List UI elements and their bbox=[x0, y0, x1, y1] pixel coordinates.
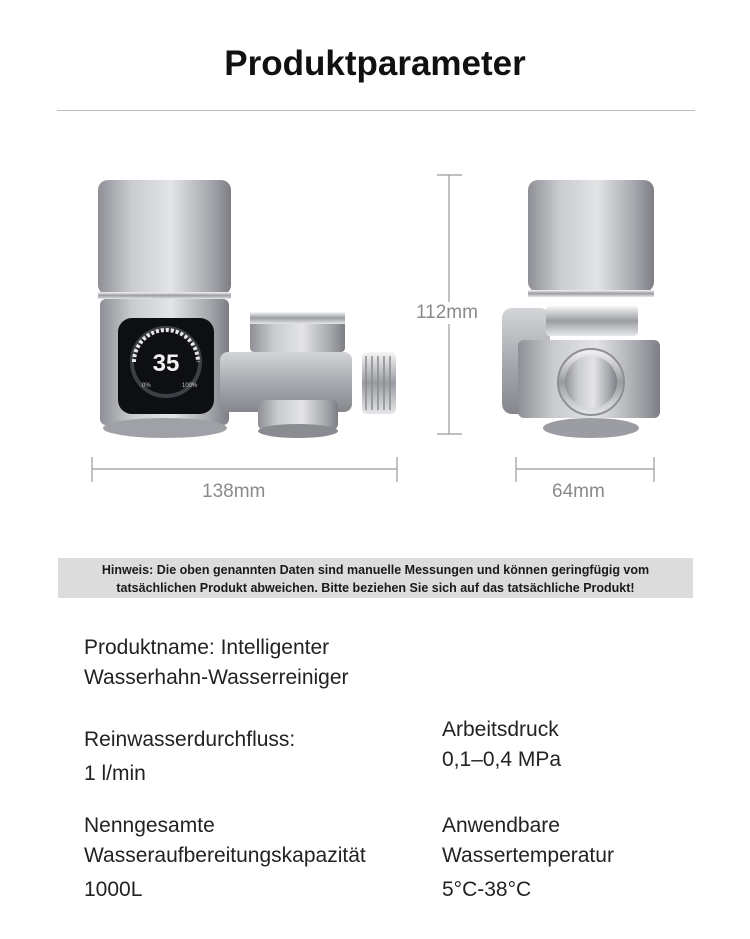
spec-pressure-label: Arbeitsdruck bbox=[442, 718, 559, 741]
spec-capacity-label-2: Wasseraufbereitungskapazität bbox=[84, 844, 366, 867]
spec-flow-label: Reinwasserdurchfluss: bbox=[84, 728, 296, 751]
spec-capacity bbox=[84, 811, 366, 905]
spec-flow-value: 1 l/min bbox=[84, 762, 146, 785]
spec-product-name-line2: Wasserhahn-Wasserreiniger bbox=[84, 666, 349, 689]
spec-temperature bbox=[442, 811, 614, 905]
title-divider bbox=[57, 110, 695, 111]
spec-flow bbox=[84, 723, 295, 791]
spec-temperature-label-1: Anwendbare bbox=[442, 814, 560, 837]
spec-pressure bbox=[442, 715, 561, 775]
display-scale-max: 100% bbox=[182, 383, 198, 389]
page-title: Produktparameter bbox=[224, 44, 526, 83]
disclaimer-note bbox=[58, 558, 693, 598]
product-illustration bbox=[0, 160, 750, 520]
spec-temperature-label-2: Wassertemperatur bbox=[442, 844, 614, 867]
spec-capacity-label-1: Nenngesamte bbox=[84, 814, 215, 837]
front-width-dimension: 64mm bbox=[552, 481, 605, 502]
display-temperature: 35 bbox=[152, 350, 180, 377]
spec-temperature-value: 5°C-38°C bbox=[442, 878, 532, 901]
spec-pressure-value: 0,1–0,4 MPa bbox=[442, 748, 562, 771]
note-line-1: Hinweis: Die oben genannten Daten sind manuelle Messungen und können geringfügig vom bbox=[101, 563, 650, 577]
front-view-device bbox=[502, 180, 660, 438]
spec-product-name bbox=[84, 633, 349, 693]
spec-capacity-value: 1000L bbox=[84, 878, 143, 901]
side-width-dimension: 138mm bbox=[202, 481, 266, 502]
display-scale-min: 0% bbox=[142, 383, 151, 389]
spec-product-name-line1: Produktname: Intelligenter bbox=[84, 636, 330, 659]
note-line-2: tatsächlichen Produkt abweichen. Bitte beziehen Sie sich auf das tatsächliche Produkt! bbox=[116, 581, 635, 595]
side-view-device bbox=[98, 180, 396, 438]
height-dimension: 112mm bbox=[416, 302, 478, 323]
